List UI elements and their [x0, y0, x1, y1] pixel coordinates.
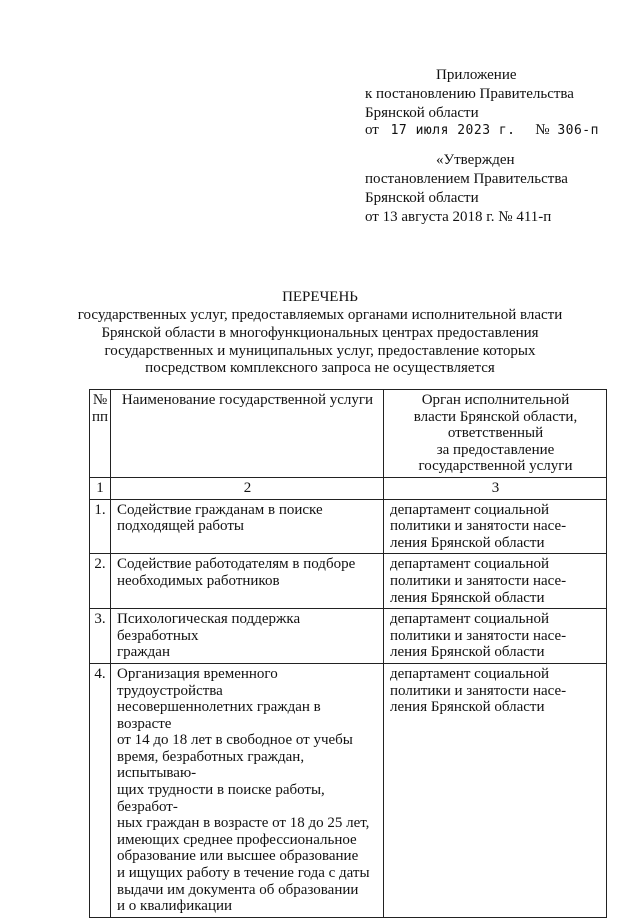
row-name: Содействие работодателям в подборе необходимых работников — [111, 554, 384, 609]
number-prefix: № — [535, 122, 550, 138]
approved-title: «Утвержден — [436, 152, 515, 168]
approved-line-2: постановлением Правительства — [365, 171, 568, 187]
services-table — [89, 389, 607, 918]
header-organ: Орган исполнительной власти Брянской области, ответственный за предоставление государственной услуги — [384, 390, 607, 478]
appendix-line-2: к постановлению Правительства — [365, 86, 574, 102]
table-row — [90, 554, 607, 609]
row-num: 2. — [90, 554, 111, 609]
title-line: государственных услуг, предоставляемых органами исполнительной власти — [77, 307, 563, 323]
approved-line-4: от 13 августа 2018 г. № 411-п — [365, 209, 552, 225]
index-cell: 2 — [111, 477, 384, 499]
title-line: посредством комплексного запроса не осуществляется — [145, 360, 495, 376]
row-organ: департамент социальной политики и занятости насе- ления Брянской области — [384, 554, 607, 609]
title-line: государственных и муниципальных услуг, предоставление которых — [104, 343, 536, 359]
row-organ: департамент социальной политики и занятости насе- ления Брянской области — [384, 499, 607, 554]
row-num: 4. — [90, 663, 111, 917]
number-value: 306-п — [557, 123, 599, 138]
approved-line-3: Брянской области — [365, 190, 479, 206]
table-index-row — [90, 477, 607, 499]
row-organ: департамент социальной политики и занятости насе- ления Брянской области — [384, 663, 607, 917]
appendix-line-3: Брянской области — [365, 105, 479, 121]
table-row — [90, 663, 607, 917]
row-organ: департамент социальной политики и занятости насе- ления Брянской области — [384, 609, 607, 664]
appendix-date-line — [365, 121, 599, 140]
title-line: Брянской области в многофункциональных центрах предоставления — [101, 325, 539, 341]
date-value: 17 июля 2023 г. — [390, 123, 516, 138]
row-name: Содействие гражданам в поиске подходящей работы — [111, 499, 384, 554]
table-row — [90, 499, 607, 554]
row-num: 1. — [90, 499, 111, 554]
table-row — [90, 609, 607, 664]
index-cell: 3 — [384, 477, 607, 499]
appendix-title: Приложение — [436, 67, 517, 83]
title-heading: ПЕРЕЧЕНЬ — [282, 289, 358, 305]
header-num: № пп — [90, 390, 111, 478]
row-num: 3. — [90, 609, 111, 664]
row-name: Психологическая поддержка безработных граждан — [111, 609, 384, 664]
date-prefix: от — [365, 122, 379, 138]
row-name: Организация временного трудоустройства несовершеннолетних граждан в возрасте от 14 до 18 лет в свободное от учебы время, безработных граждан, испытываю- щих трудности в поиске работы, безработ- ных граждан в возрасте от 18 до 25 лет, имеющих среднее профессиональное образование или высшее образование и ищущих работу в течение года с даты выдачи им документа об образовании и о квалификации — [111, 663, 384, 917]
header-name: Наименование государственной услуги — [111, 390, 384, 478]
table-header-row — [90, 390, 607, 478]
index-cell: 1 — [90, 477, 111, 499]
